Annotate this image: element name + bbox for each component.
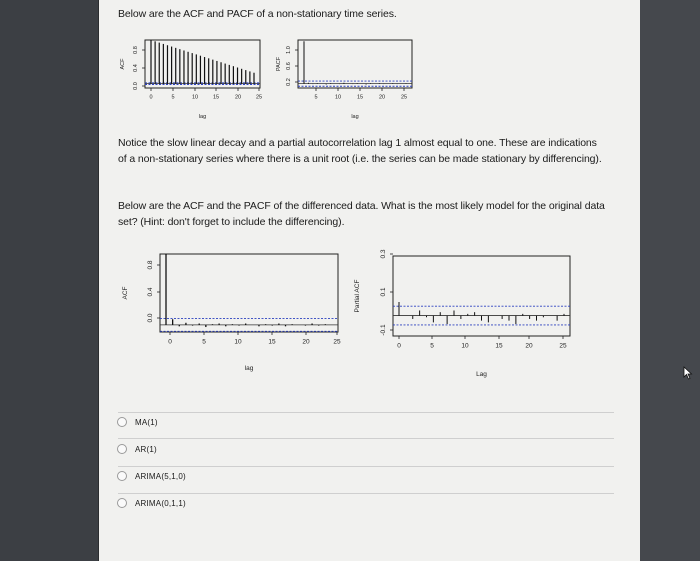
question-text: Below are the ACF and the PACF of the differenced data. What is the most likely model for the original data set? (Hint: don't forget to include the differencing).	[118, 200, 605, 228]
x-tick-label: 25	[400, 94, 408, 101]
y-tick-label: 0.1	[380, 287, 387, 297]
x-tick-label: 10	[191, 94, 199, 101]
option-divider	[118, 493, 614, 494]
x-tick-label: 15	[212, 94, 220, 101]
x-tick-label: 25	[559, 342, 567, 350]
plot-frame	[393, 256, 570, 336]
x-axis-label: lag	[351, 114, 359, 120]
pacf-plot-2	[343, 240, 583, 382]
x-tick-label: 0	[168, 338, 172, 346]
x-tick-label: 10	[234, 338, 242, 346]
x-axis-label: lag	[244, 365, 254, 372]
option-label: ARIMA(5,1,0)	[135, 471, 186, 481]
x-tick-label: 20	[525, 342, 533, 350]
y-tick-label: 0.0	[147, 313, 154, 323]
y-axis-label: ACF	[122, 286, 129, 300]
option-label: ARIMA(0,1,1)	[135, 498, 186, 508]
pacf-plot-1	[272, 30, 422, 126]
y-tick-label: 1.0	[286, 46, 292, 54]
plot-frame	[145, 40, 260, 88]
option-divider	[118, 412, 614, 413]
y-axis-label: Partial ACF	[354, 279, 361, 313]
y-tick-label: 0.0	[133, 82, 139, 90]
y-tick-label: 0.4	[147, 287, 154, 297]
option-arima510[interactable]	[117, 465, 186, 487]
x-axis-label: Lag	[476, 371, 487, 378]
option-label: AR(1)	[135, 444, 157, 454]
background-panel	[640, 0, 700, 561]
x-tick-label: 10	[461, 342, 469, 350]
y-tick-label: 0.4	[133, 64, 139, 72]
x-tick-label: 0	[149, 94, 153, 101]
y-tick-label: 0.2	[286, 78, 292, 86]
mouse-cursor-icon	[683, 366, 693, 380]
y-axis-label: PACF	[276, 56, 282, 72]
x-tick-label: 0	[397, 342, 401, 350]
x-axis-label: lag	[198, 114, 207, 120]
y-tick-label: 0.8	[133, 46, 139, 54]
radio-ma1[interactable]	[117, 417, 127, 427]
option-ma1[interactable]	[117, 411, 158, 433]
x-tick-label: 15	[495, 342, 503, 350]
option-divider	[118, 466, 614, 467]
intro-text: Below are the ACF and PACF of a non-stationary time series.	[118, 8, 397, 20]
x-tick-label: 20	[234, 94, 242, 101]
radio-arima510[interactable]	[117, 471, 127, 481]
acf-plot-2	[113, 240, 343, 382]
y-tick-label: 0.8	[147, 260, 154, 270]
notice-text: Notice the slow linear decay and a partial autocorrelation lag 1 almost equal to one. These are indications of a non-stationary series where there is a unit root (i.e. the series can be made stationary by differencing).	[118, 137, 602, 165]
y-tick-label: 0.3	[380, 249, 387, 259]
x-tick-label: 5	[202, 338, 206, 346]
radio-ar1[interactable]	[117, 444, 127, 454]
option-divider	[118, 438, 614, 439]
x-tick-label: 5	[171, 94, 175, 101]
acf-plot-1	[110, 30, 270, 126]
y-tick-label: -0.1	[380, 324, 387, 336]
option-arima011[interactable]	[117, 492, 186, 514]
x-tick-label: 10	[334, 94, 342, 101]
option-ar1[interactable]	[117, 438, 157, 460]
x-tick-label: 25	[333, 338, 341, 346]
y-axis-label: ACF	[120, 58, 126, 70]
plot-frame	[160, 254, 338, 332]
x-tick-label: 25	[255, 94, 263, 101]
x-tick-label: 5	[314, 94, 318, 101]
x-tick-label: 15	[268, 338, 276, 346]
x-tick-label: 20	[378, 94, 386, 101]
x-tick-label: 15	[356, 94, 364, 101]
radio-arima011[interactable]	[117, 498, 127, 508]
x-tick-label: 20	[302, 338, 310, 346]
y-tick-label: 0.6	[286, 62, 292, 70]
x-tick-label: 5	[430, 342, 434, 350]
option-label: MA(1)	[135, 417, 158, 427]
